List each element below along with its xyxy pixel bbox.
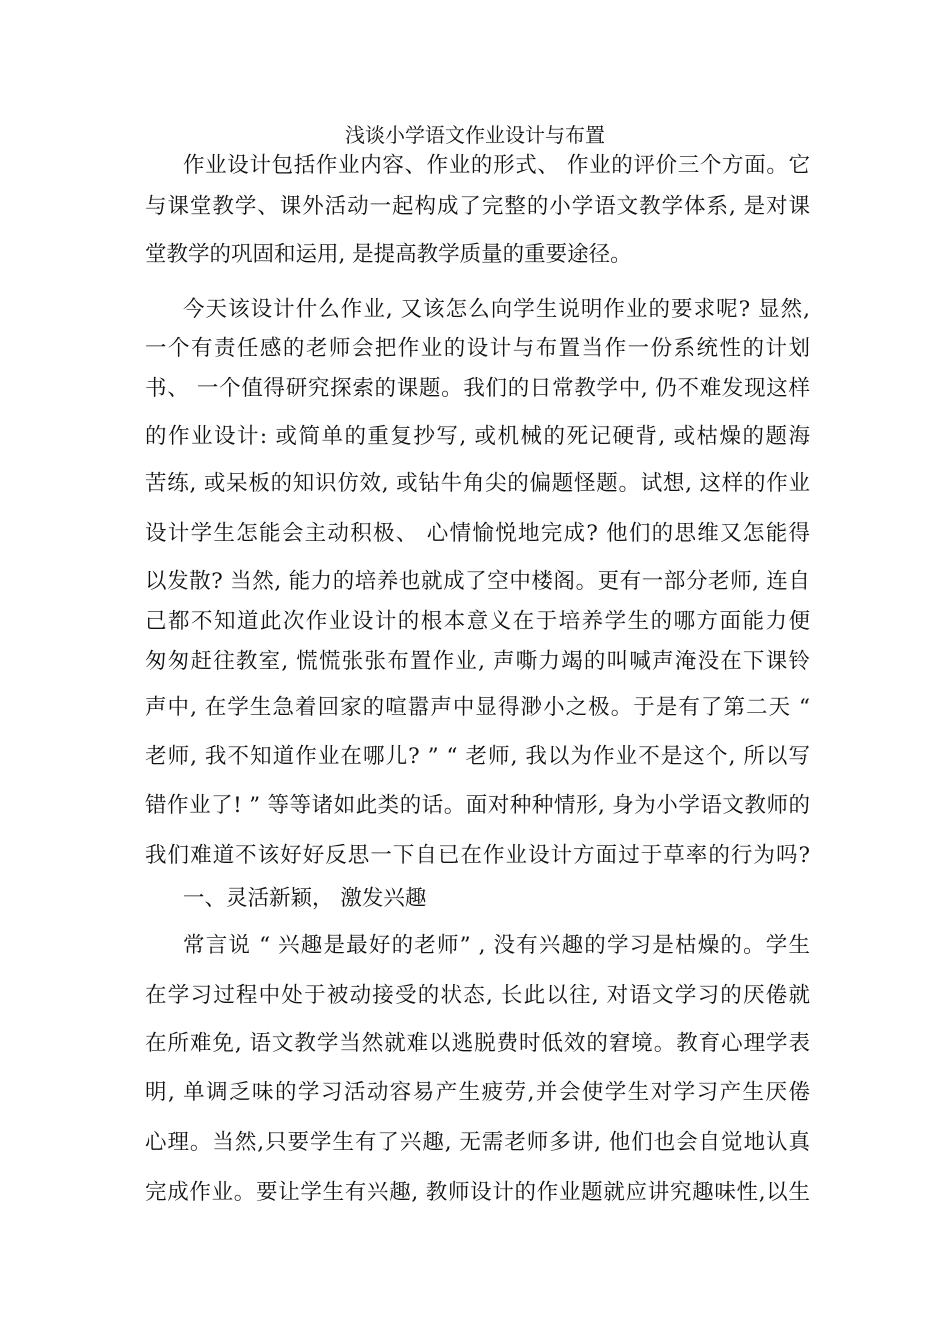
paragraph-line: 堂教学的巩固和运用, 是提高教学质量的重要途径。 <box>145 242 632 267</box>
paragraph-line: 我们难道不该好好反思一下自已在作业设计方面过于草率的行为吗? <box>145 843 810 868</box>
paragraph-line: 与课堂教学、课外活动一起构成了完整的小学语文教学体系, 是对课 <box>145 194 810 219</box>
document-title: 浅谈小学语文作业设计与布置 <box>345 123 605 147</box>
paragraph-line: 苦练, 或呆板的知识仿效, 或钻牛角尖的偏题怪题。试想, 这样的作业 <box>145 471 810 496</box>
section-heading: 一、灵活新颖， 激发兴趣 <box>183 886 427 911</box>
paragraph-line: 常言说 “ 兴趣是最好的老师” , 没有兴趣的学习是枯燥的。学生 <box>183 933 810 958</box>
paragraph-line: 己都不知道此次作业设计的根本意义在于培养学生的哪方面能力便 <box>145 609 810 634</box>
paragraph-line: 在所难免, 语文教学当然就难以逃脱费时低效的窘境。教育心理学表 <box>145 1031 810 1056</box>
paragraph-line: 错作业了! ” 等等诸如此类的话。面对种种情形, 身为小学语文教师的 <box>145 793 810 818</box>
paragraph-line: 设计学生怎能会主动积极、 心情愉悦地完成? 他们的思维又怎能得 <box>145 521 810 546</box>
paragraph-line: 今天该设计什么作业, 又该怎么向学生说明作业的要求呢? 显然, <box>183 297 810 322</box>
paragraph-line: 老师, 我不知道作业在哪儿? ” “ 老师, 我以为作业不是这个, 所以写 <box>145 744 810 769</box>
paragraph-line: 在学习过程中处于被动接受的状态, 长此以往, 对语文学习的厌倦就 <box>145 983 810 1008</box>
paragraph-line: 完成作业。要让学生有兴趣, 教师设计的作业题就应讲究趣味性,以生 <box>145 1180 810 1205</box>
paragraph-line: 一个有责任感的老师会把作业的设计与布置当作一份系统性的计划 <box>145 336 810 361</box>
paragraph-line: 心理。当然,只要学生有了兴趣, 无需老师多讲, 他们也会自觉地认真 <box>145 1130 810 1155</box>
paragraph-line: 明, 单调乏味的学习活动容易产生疲劳,并会使学生对学习产生厌倦 <box>145 1080 810 1105</box>
paragraph-line: 作业设计包括作业内容、作业的形式、 作业的评价三个方面。它 <box>183 153 810 178</box>
paragraph-line: 书、 一个值得研究探索的课题。我们的日常教学中, 仍不难发现这样 <box>145 376 810 401</box>
paragraph-line: 的作业设计: 或简单的重复抄写, 或机械的死记硬背, 或枯燥的题海 <box>145 424 810 449</box>
paragraph-line: 匆匆赶往教室, 慌慌张张布置作业, 声嘶力竭的叫喊声淹没在下课铃 <box>145 649 810 674</box>
paragraph-line: 声中, 在学生急着回家的喧嚣声中显得渺小之极。于是有了第二天 “ <box>145 695 810 720</box>
paragraph-line: 以发散? 当然, 能力的培养也就成了空中楼阁。更有一部分老师, 连自 <box>145 569 810 594</box>
